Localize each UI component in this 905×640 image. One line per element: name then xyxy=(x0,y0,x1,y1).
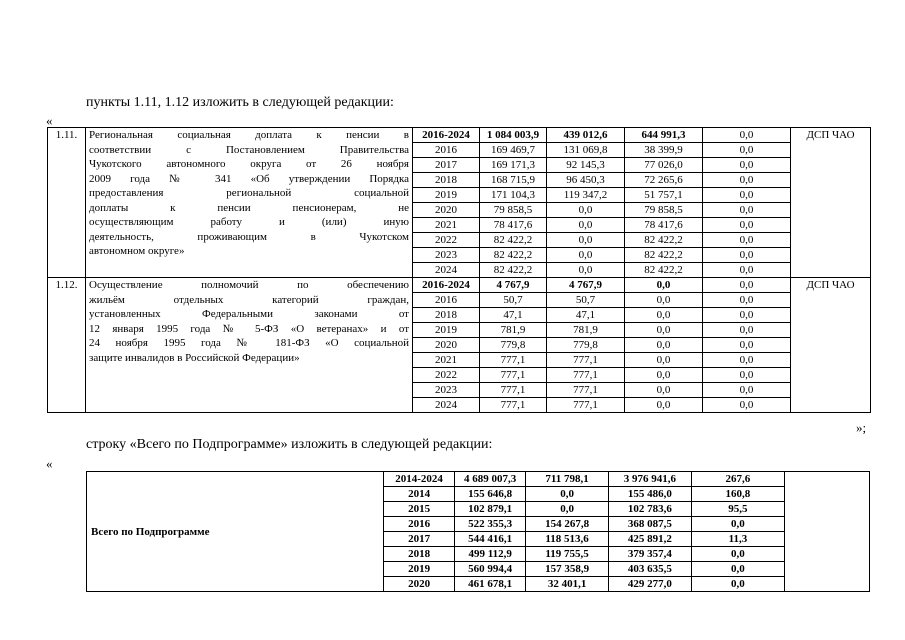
description-line: Осуществление полномочий по обеспечению xyxy=(89,279,409,291)
period-cell: 2018 xyxy=(413,308,480,323)
amount-cell: 118 513,6 xyxy=(526,532,609,547)
amount-cell: 0,0 xyxy=(703,338,791,353)
open-quote-1: « xyxy=(46,113,53,128)
description-line: соответствии с Постановлением Правительства xyxy=(89,143,409,156)
amount-cell: 0,0 xyxy=(526,502,609,517)
amount-cell: 499 112,9 xyxy=(455,547,526,562)
item-description xyxy=(86,278,413,413)
period-cell: 2018 xyxy=(384,547,455,562)
amount-cell: 50,7 xyxy=(480,293,547,308)
amount-cell: 0,0 xyxy=(703,308,791,323)
item-number: 1.12. xyxy=(48,278,86,413)
amount-cell: 544 416,1 xyxy=(455,532,526,547)
period-cell: 2020 xyxy=(413,338,480,353)
table-row xyxy=(48,128,871,143)
amount-cell: 4 767,9 xyxy=(480,278,547,293)
amount-cell: 11,3 xyxy=(691,532,784,547)
amount-cell: 781,9 xyxy=(547,323,625,338)
amount-cell: 169 469,7 xyxy=(480,143,547,158)
amount-cell: 777,1 xyxy=(547,368,625,383)
period-cell: 2021 xyxy=(413,353,480,368)
amount-cell: 50,7 xyxy=(547,293,625,308)
amount-cell: 777,1 xyxy=(547,353,625,368)
item-number: 1.11. xyxy=(48,128,86,278)
amount-cell: 72 265,6 xyxy=(625,173,703,188)
description-line: установленных Федеральными законами от xyxy=(89,308,409,320)
amount-cell: 0,0 xyxy=(703,188,791,203)
period-cell: 2016-2024 xyxy=(413,278,480,293)
description-line: 12 января 1995 года № 5-ФЗ «О ветеранах» и от xyxy=(89,322,409,335)
amount-cell: 0,0 xyxy=(625,353,703,368)
amount-cell: 0,0 xyxy=(625,323,703,338)
description-line: защите инвалидов в Российской Федерации» xyxy=(89,351,300,364)
amount-cell: 4 767,9 xyxy=(547,278,625,293)
amount-cell: 0,0 xyxy=(547,218,625,233)
amount-cell: 0,0 xyxy=(625,293,703,308)
amount-cell: 38 399,9 xyxy=(625,143,703,158)
amount-cell: 0,0 xyxy=(547,233,625,248)
amount-cell: 711 798,1 xyxy=(526,472,609,487)
amount-cell: 78 417,6 xyxy=(625,218,703,233)
amount-cell: 429 277,0 xyxy=(608,577,691,592)
table-row xyxy=(87,472,870,487)
description-line: деятельность, проживающим в Чукотском xyxy=(89,230,409,243)
description-line: жильём отдельных категорий граждан, xyxy=(89,293,409,306)
amount-cell: 644 991,3 xyxy=(625,128,703,143)
amount-cell: 169 171,3 xyxy=(480,158,547,173)
period-cell: 2014-2024 xyxy=(384,472,455,487)
amount-cell: 522 355,3 xyxy=(455,517,526,532)
amount-cell: 160,8 xyxy=(691,487,784,502)
amount-cell: 154 267,8 xyxy=(526,517,609,532)
period-cell: 2021 xyxy=(413,218,480,233)
period-cell: 2024 xyxy=(413,263,480,278)
amount-cell: 155 646,8 xyxy=(455,487,526,502)
amount-cell: 0,0 xyxy=(691,577,784,592)
period-cell: 2023 xyxy=(413,383,480,398)
amount-cell: 267,6 xyxy=(691,472,784,487)
amount-cell: 0,0 xyxy=(703,398,791,413)
amount-cell: 4 689 007,3 xyxy=(455,472,526,487)
amount-cell: 560 994,4 xyxy=(455,562,526,577)
amount-cell: 403 635,5 xyxy=(608,562,691,577)
amount-cell: 0,0 xyxy=(691,562,784,577)
description-line: автономном округе» xyxy=(89,245,185,257)
period-cell: 2016 xyxy=(413,293,480,308)
amount-cell: 0,0 xyxy=(703,323,791,338)
amount-cell: 82 422,2 xyxy=(625,263,703,278)
amount-cell: 1 084 003,9 xyxy=(480,128,547,143)
amount-cell: 47,1 xyxy=(480,308,547,323)
amount-cell: 131 069,8 xyxy=(547,143,625,158)
amount-cell: 171 104,3 xyxy=(480,188,547,203)
amount-cell: 3 976 941,6 xyxy=(608,472,691,487)
period-cell: 2020 xyxy=(384,577,455,592)
amount-cell: 379 357,4 xyxy=(608,547,691,562)
amount-cell: 77 026,0 xyxy=(625,158,703,173)
amount-cell: 439 012,6 xyxy=(547,128,625,143)
amount-cell: 777,1 xyxy=(547,398,625,413)
period-cell: 2023 xyxy=(413,248,480,263)
amount-cell: 79 858,5 xyxy=(625,203,703,218)
period-cell: 2016 xyxy=(384,517,455,532)
amount-cell: 0,0 xyxy=(703,173,791,188)
period-cell: 2015 xyxy=(384,502,455,517)
period-cell: 2022 xyxy=(413,233,480,248)
amount-cell: 92 145,3 xyxy=(547,158,625,173)
amount-cell: 0,0 xyxy=(703,203,791,218)
period-cell: 2019 xyxy=(384,562,455,577)
amount-cell: 0,0 xyxy=(703,293,791,308)
amount-cell: 0,0 xyxy=(703,143,791,158)
amount-cell: 82 422,2 xyxy=(480,263,547,278)
amount-cell: 0,0 xyxy=(703,218,791,233)
amount-cell: 0,0 xyxy=(625,398,703,413)
amount-cell: 0,0 xyxy=(691,547,784,562)
amount-cell: 119 347,2 xyxy=(547,188,625,203)
amount-cell: 777,1 xyxy=(547,383,625,398)
period-cell: 2024 xyxy=(413,398,480,413)
total-table xyxy=(86,471,870,592)
amount-cell: 0,0 xyxy=(691,517,784,532)
period-cell: 2018 xyxy=(413,173,480,188)
amount-cell: 51 757,1 xyxy=(625,188,703,203)
description-line: доплаты к пенсии пенсионерам, не xyxy=(89,201,409,214)
executor-cell: ДСП ЧАО xyxy=(791,128,871,278)
period-cell: 2014 xyxy=(384,487,455,502)
amount-cell: 32 401,1 xyxy=(526,577,609,592)
amount-cell: 0,0 xyxy=(625,368,703,383)
amount-cell: 0,0 xyxy=(625,278,703,293)
period-cell: 2017 xyxy=(384,532,455,547)
amount-cell: 102 783,6 xyxy=(608,502,691,517)
amount-cell: 82 422,2 xyxy=(625,233,703,248)
amount-cell: 461 678,1 xyxy=(455,577,526,592)
intro-text-items: пункты 1.11, 1.12 изложить в следующей редакции: xyxy=(86,95,394,110)
table-row xyxy=(48,278,871,293)
description-line: осуществляющим работу и (или) иную xyxy=(89,216,409,228)
amount-cell: 157 358,9 xyxy=(526,562,609,577)
amount-cell: 119 755,5 xyxy=(526,547,609,562)
amount-cell: 95,5 xyxy=(691,502,784,517)
amount-cell: 0,0 xyxy=(703,233,791,248)
amount-cell: 0,0 xyxy=(625,383,703,398)
amount-cell: 96 450,3 xyxy=(547,173,625,188)
amount-cell: 0,0 xyxy=(703,278,791,293)
description-line: Региональная социальная доплата к пенсии в xyxy=(89,129,409,141)
amount-cell: 0,0 xyxy=(526,487,609,502)
total-label: Всего по Подпрограмме xyxy=(87,472,384,592)
amount-cell: 102 879,1 xyxy=(455,502,526,517)
description-line: 2009 года № 341 «Об утверждении Порядка xyxy=(89,172,409,185)
amount-cell: 779,8 xyxy=(547,338,625,353)
amount-cell: 777,1 xyxy=(480,353,547,368)
period-cell: 2022 xyxy=(413,368,480,383)
items-table xyxy=(47,127,871,413)
period-cell: 2016 xyxy=(413,143,480,158)
amount-cell: 168 715,9 xyxy=(480,173,547,188)
amount-cell: 79 858,5 xyxy=(480,203,547,218)
amount-cell: 0,0 xyxy=(625,338,703,353)
amount-cell: 0,0 xyxy=(703,128,791,143)
amount-cell: 777,1 xyxy=(480,383,547,398)
executor-cell: ДСП ЧАО xyxy=(791,278,871,413)
amount-cell: 82 422,2 xyxy=(480,233,547,248)
description-line: Чукотского автономного округа от 26 ноября xyxy=(89,158,409,170)
amount-cell: 368 087,5 xyxy=(608,517,691,532)
amount-cell: 0,0 xyxy=(625,308,703,323)
intro-text-total: строку «Всего по Подпрограмме» изложить в следующей редакции: xyxy=(86,437,493,452)
amount-cell: 0,0 xyxy=(703,263,791,278)
description-line: 24 ноября 1995 года № 181-ФЗ «О социальной xyxy=(89,337,409,349)
amount-cell: 0,0 xyxy=(547,263,625,278)
period-cell: 2017 xyxy=(413,158,480,173)
amount-cell: 0,0 xyxy=(703,353,791,368)
amount-cell: 0,0 xyxy=(547,203,625,218)
amount-cell: 0,0 xyxy=(703,368,791,383)
amount-cell: 0,0 xyxy=(703,158,791,173)
amount-cell: 78 417,6 xyxy=(480,218,547,233)
amount-cell: 82 422,2 xyxy=(625,248,703,263)
period-cell: 2019 xyxy=(413,323,480,338)
amount-cell: 0,0 xyxy=(703,383,791,398)
amount-cell: 82 422,2 xyxy=(480,248,547,263)
period-cell: 2020 xyxy=(413,203,480,218)
item-description xyxy=(86,128,413,278)
amount-cell: 777,1 xyxy=(480,368,547,383)
close-quote: »; xyxy=(856,420,867,435)
amount-cell: 425 891,2 xyxy=(608,532,691,547)
executor-cell-empty xyxy=(785,472,870,592)
amount-cell: 779,8 xyxy=(480,338,547,353)
description-line: предоставления региональной социальной xyxy=(89,187,409,199)
open-quote-2: « xyxy=(46,456,53,471)
amount-cell: 47,1 xyxy=(547,308,625,323)
amount-cell: 777,1 xyxy=(480,398,547,413)
period-cell: 2019 xyxy=(413,188,480,203)
amount-cell: 0,0 xyxy=(547,248,625,263)
amount-cell: 0,0 xyxy=(703,248,791,263)
amount-cell: 155 486,0 xyxy=(608,487,691,502)
amount-cell: 781,9 xyxy=(480,323,547,338)
period-cell: 2016-2024 xyxy=(413,128,480,143)
